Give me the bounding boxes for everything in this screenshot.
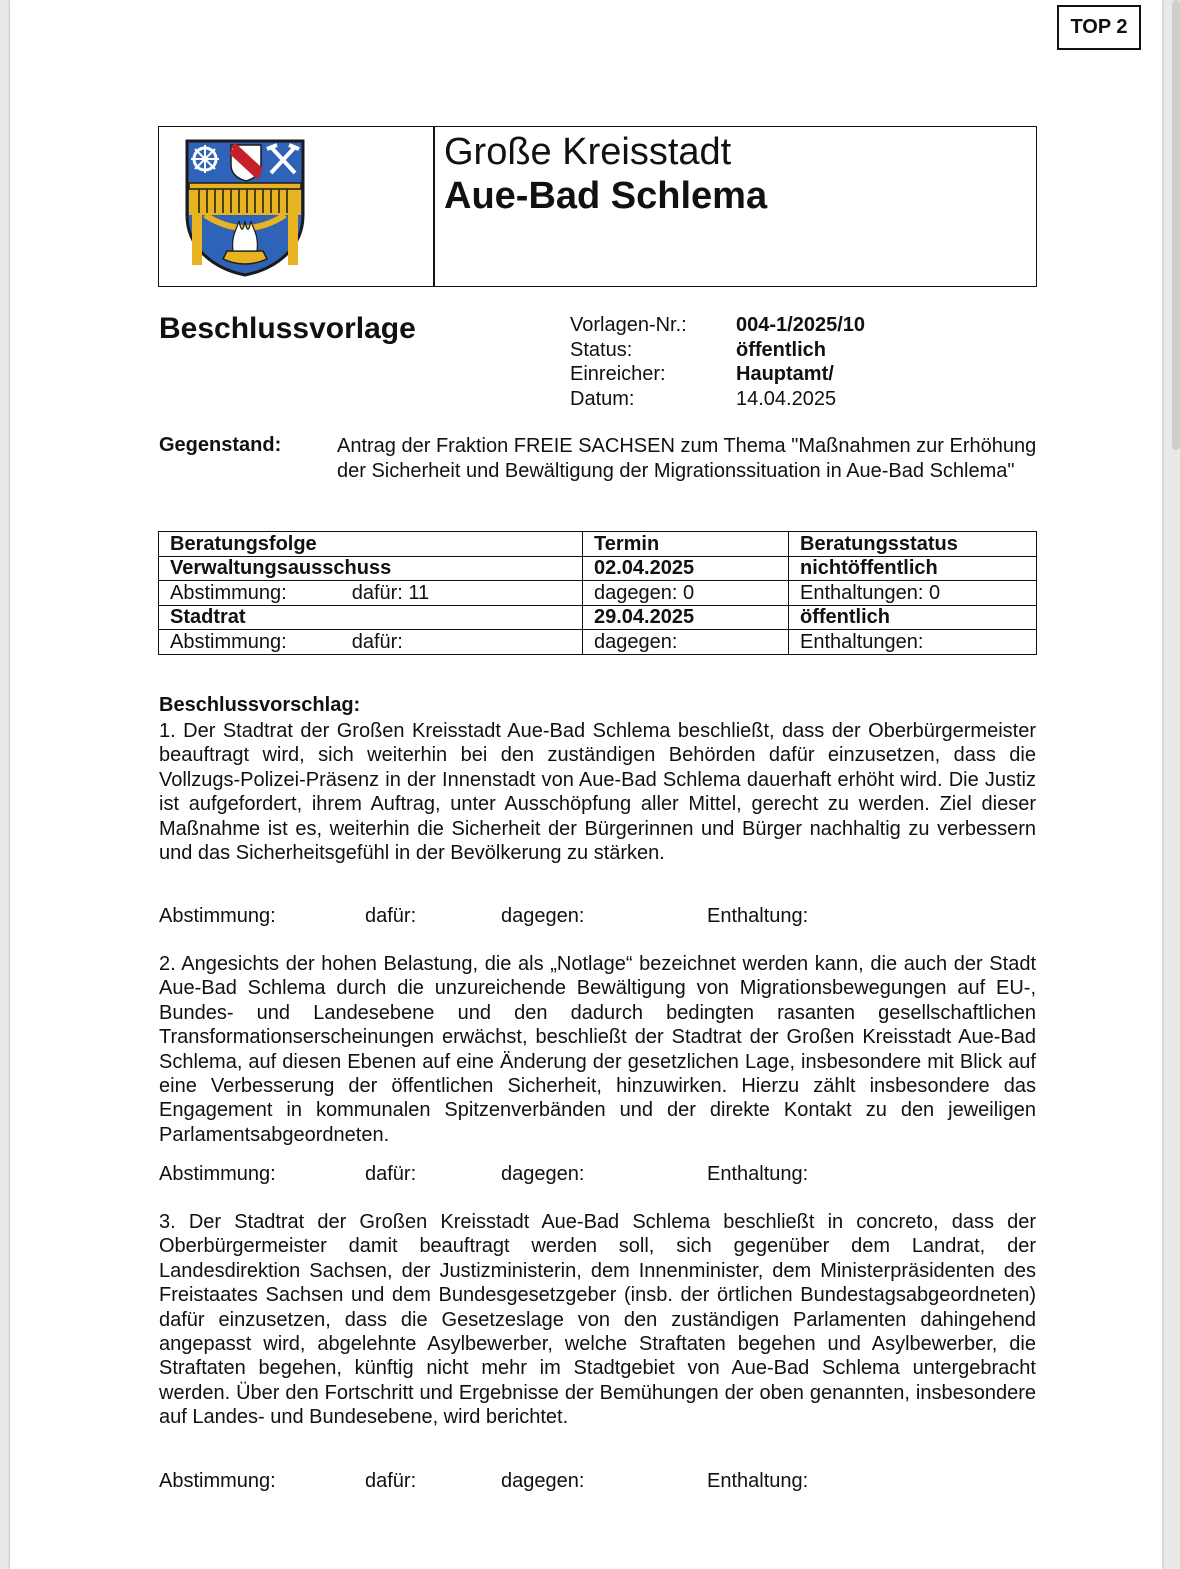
vote-for: dafür: <box>351 630 403 653</box>
status-cell: nichtöffentlich <box>789 556 1037 581</box>
table-row <box>159 630 1037 655</box>
vote-abstain: Enthaltungen: 0 <box>789 581 1037 606</box>
subject-label: Gegenstand: <box>159 434 282 456</box>
body-cell: Stadtrat <box>159 605 583 630</box>
scrollbar[interactable] <box>1172 0 1180 450</box>
meta-row <box>570 387 865 412</box>
column-header: Beratungsstatus <box>789 532 1037 557</box>
document-page <box>10 0 1162 1569</box>
document-type-heading: Beschlussvorlage <box>159 312 416 345</box>
vote-against: dagegen: 0 <box>583 581 789 606</box>
date-cell: 29.04.2025 <box>583 605 789 630</box>
vote-cell <box>159 630 583 655</box>
body-cell: Verwaltungsausschuss <box>159 556 583 581</box>
meta-label: Einreicher: <box>570 363 666 385</box>
vote-against: dagegen: <box>501 1470 585 1492</box>
proposal-item-2: 2. Angesichts der hohen Belastung, die als „Notlage“ bezeichnet werden kann, die auch der Stadt Aue-Bad Schlema durch die unzureichende Bewältigung von Migrationsbewegungen auf EU-, Bundes- und Landesebene und den dadurch bedingten rasanten gesellschaftlichen Transformationserscheinungen erwächst, beschließt der Stadtrat der Großen Kreisstadt Aue-Bad Schlema, auf diesen Ebenen auf eine Änderung der gesetzlichen Lage, insbesondere mit Blick auf eine Verbesserung der öffentlichen Sicherheit, hinzuwirken. Hierzu zählt insbesondere das Engagement in kommunalen Spitzenverbänden und der direkte Kontakt zu den jeweiligen Parlamentsabgeordneten. <box>159 953 1036 1146</box>
letterhead <box>158 126 1037 287</box>
meta-value: 004-1/2025/10 <box>736 314 866 336</box>
meta-value: 14.04.2025 <box>736 387 837 410</box>
vote-for: dafür: <box>365 905 417 927</box>
vote-label: Abstimmung: <box>170 581 287 604</box>
date-cell: 02.04.2025 <box>583 556 789 581</box>
city-name: Aue-Bad Schlema <box>444 175 768 217</box>
vote-label: Abstimmung: <box>159 1163 276 1185</box>
column-header: Beratungsfolge <box>159 532 583 557</box>
coat-of-arms-icon <box>183 137 307 277</box>
table-header-row <box>159 532 1037 557</box>
meta-label: Datum: <box>570 387 635 410</box>
meta-label: Status: <box>570 338 633 361</box>
document-meta <box>570 313 865 411</box>
vote-against: dagegen: <box>583 630 789 655</box>
meta-row <box>570 338 865 363</box>
table-row <box>159 581 1037 606</box>
meta-value: öffentlich <box>736 338 826 361</box>
vote-against: dagegen: <box>501 905 585 927</box>
city-type: Große Kreisstadt <box>444 131 732 173</box>
letterhead-divider <box>433 127 435 286</box>
vote-for: dafür: <box>365 1470 417 1492</box>
consultation-table <box>158 531 1037 655</box>
vote-line <box>159 1163 1036 1187</box>
proposal-title: Beschlussvorschlag: <box>159 694 361 716</box>
meta-value: Hauptamt/ <box>736 363 834 385</box>
vote-abstain: Enthaltung: <box>707 905 809 927</box>
vote-against: dagegen: <box>501 1163 585 1185</box>
vote-label: Abstimmung: <box>159 905 276 927</box>
vote-line <box>159 905 1036 929</box>
vote-label: Abstimmung: <box>170 630 287 653</box>
meta-row <box>570 313 865 338</box>
proposal-item-3: 3. Der Stadtrat der Großen Kreisstadt Aue-Bad Schlema beschließt in concreto, dass der Oberbürgermeister damit beauftragt werden soll, sich gegenüber dem Landrat, der Landesdirektion Sachsen, der Justizministerin, dem Innenminister, dem Ministerpräsidenten des Freistaates Sachsen und dem Bundesgesetzgeber (insb. der örtlichen Bundestagsabgeordneten) dafür einzusetzen, dass die Gesetzeslage von den zuständigen Parlamenten dahingehend angepasst wird, abgelehnte Asylbewerber, welche Straftaten begehen und Asylbewerber, die Straftaten begehen, künftig nicht mehr im Stadtgebiet von Aue-Bad Schlema untergebracht werden. Über den Fortschritt und Ergebnisse der Bemühungen der oben genannten, insbesondere auf Landes- und Bundesebene, wird berichtet. <box>159 1211 1036 1429</box>
vote-line <box>159 1470 1036 1494</box>
status-cell: öffentlich <box>789 605 1037 630</box>
vote-for: dafür: <box>365 1163 417 1185</box>
subject-text: Antrag der Fraktion FREIE SACHSEN zum Thema "Maßnahmen zur Erhöhung der Sicherheit und Bewältigung der Migrationssituation in Aue-Bad Schlema" <box>337 435 1037 482</box>
column-header: Termin <box>583 532 789 557</box>
vote-abstain: Enthaltung: <box>707 1163 809 1185</box>
vote-abstain: Enthaltung: <box>707 1470 809 1492</box>
table-row <box>159 556 1037 581</box>
vote-label: Abstimmung: <box>159 1470 276 1492</box>
vote-abstain: Enthaltungen: <box>789 630 1037 655</box>
agenda-item-badge: TOP 2 <box>1057 5 1141 50</box>
meta-row <box>570 362 865 387</box>
vote-cell <box>159 581 583 606</box>
vote-for: dafür: 11 <box>351 581 430 604</box>
proposal-item-1: 1. Der Stadtrat der Großen Kreisstadt Aue-Bad Schlema beschließt, dass der Oberbürgermeister beauftragt wird, sich weiterhin bei den zuständigen Behörden dafür einzusetzen, dass die Vollzugs-Polizei-Präsenz in der Innenstadt von Aue-Bad Schlema dauerhaft erhöht wird. Die Justiz ist aufgefordert, ihrem Auftrag, unter Ausschöpfung aller Mittel, gerecht zu werden. Ziel dieser Maßnahme ist es, weiterhin die Sicherheit der Bürgerinnen und Bürger nachhaltig zu verbessern und das Sicherheitsgefühl in der Bevölkerung zu stärken. <box>159 720 1036 865</box>
table-row <box>159 605 1037 630</box>
meta-label: Vorlagen-Nr.: <box>570 314 687 336</box>
